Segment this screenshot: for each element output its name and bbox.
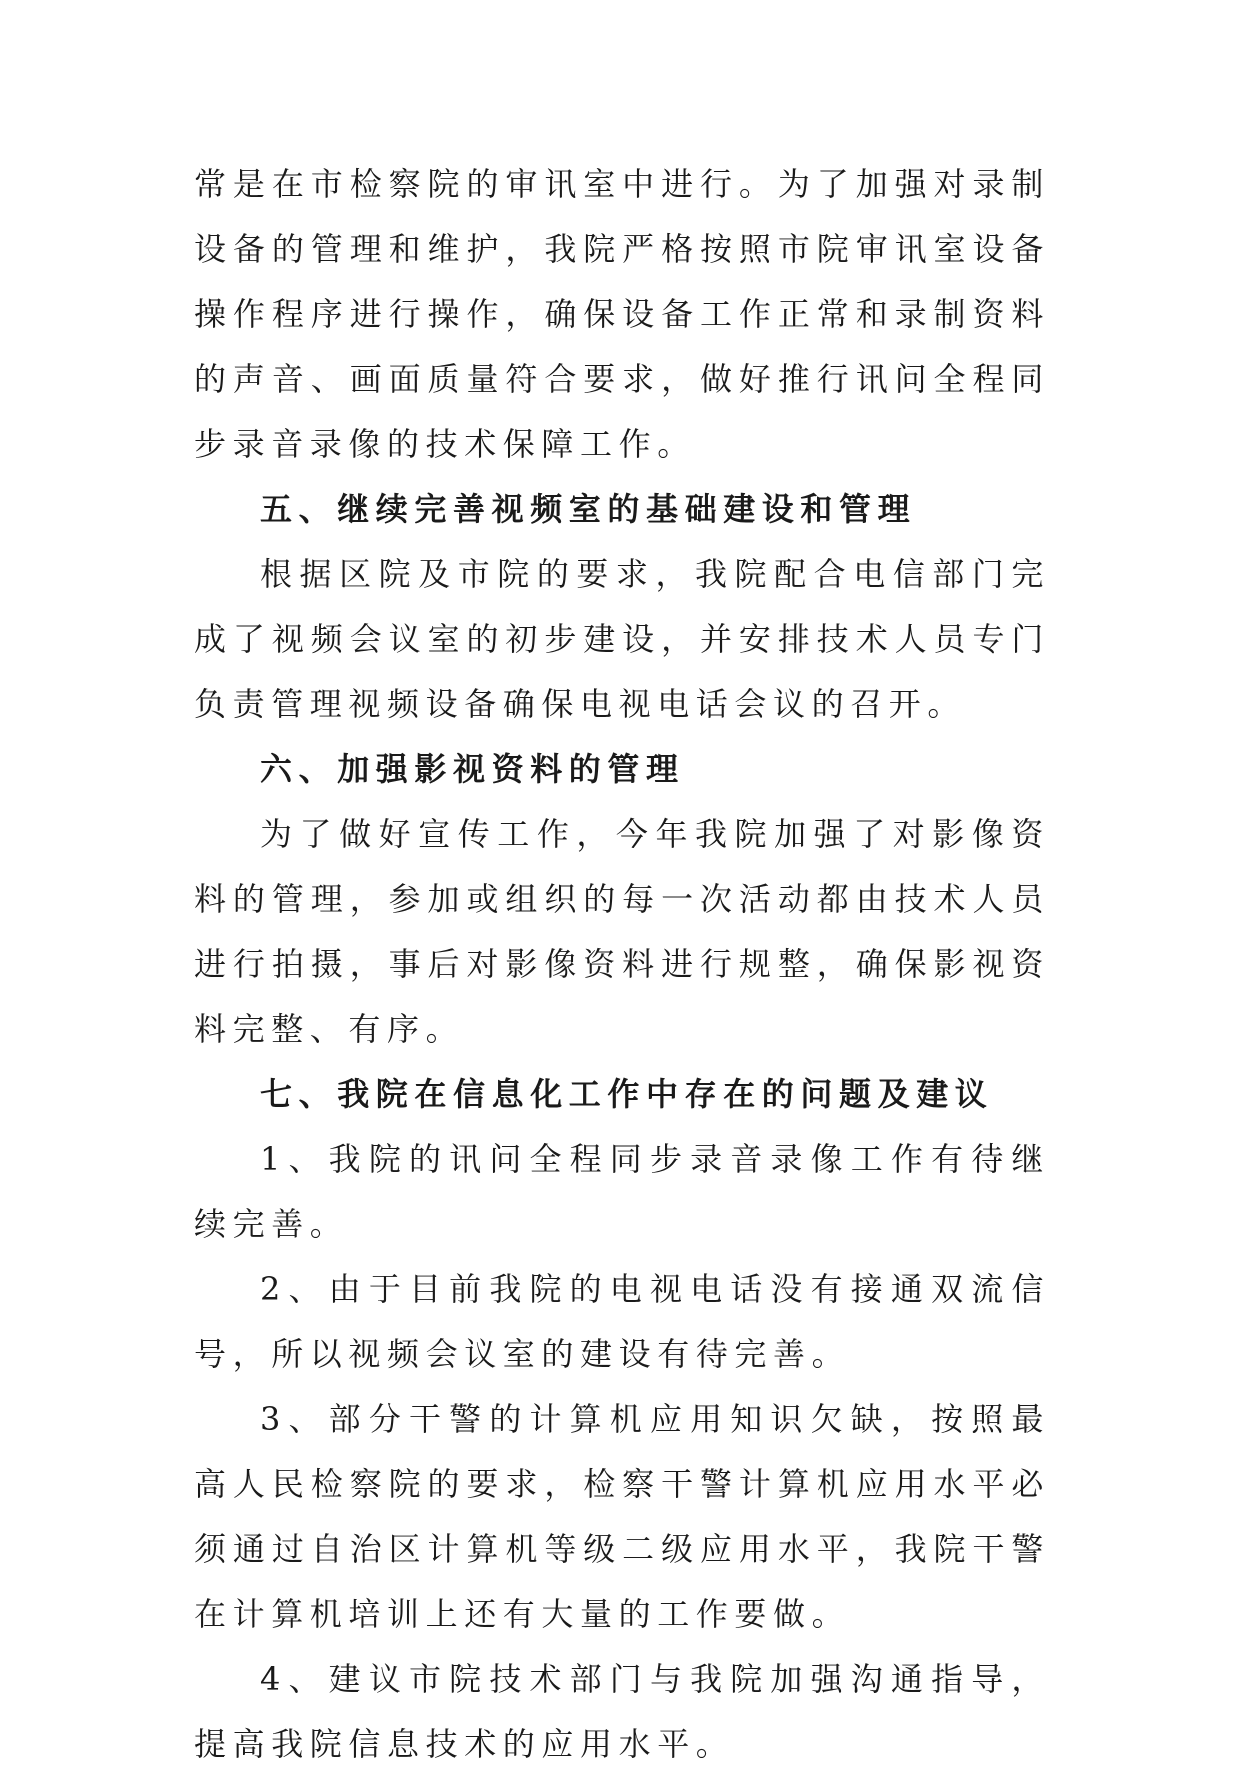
intro-paragraph: 常是在市检察院的审讯室中进行。为了加强对录制设备的管理和维护，我院严格按照市院审讯室设备操作程序进行操作，确保设备工作正常和录制资料的声音、画面质量符合要求，做好推行讯问全程同步录音录像的技术保障工作。 xyxy=(194,165,1050,463)
list-item-1: 1、我院的讯问全程同步录音录像工作有待继续完善。 xyxy=(194,1140,1050,1243)
list-item-3: 3、部分干警的计算机应用知识欠缺，按照最高人民检察院的要求，检察干警计算机应用水平必须通过自治区计算机等级二级应用水平，我院干警在计算机培训上还有大量的工作要做。 xyxy=(194,1400,1050,1633)
section-paragraph-6: 为了做好宣传工作，今年我院加强了对影像资料的管理，参加或组织的每一次活动都由技术人员进行拍摄，事后对影像资料进行规整，确保影视资料完整、有序。 xyxy=(194,815,1050,1048)
list-item-2: 2、由于目前我院的电视电话没有接通双流信号，所以视频会议室的建设有待完善。 xyxy=(194,1270,1050,1373)
list-item-4: 4、建议市院技术部门与我院加强沟通指导，提高我院信息技术的应用水平。 xyxy=(194,1660,1050,1763)
section-heading-7: 七、我院在信息化工作中存在的问题及建议 xyxy=(260,1075,994,1113)
document-body xyxy=(194,152,1050,1777)
section-heading-6: 六、加强影视资料的管理 xyxy=(260,750,685,788)
section-paragraph-5: 根据区院及市院的要求，我院配合电信部门完成了视频会议室的初步建设，并安排技术人员专门负责管理视频设备确保电视电话会议的召开。 xyxy=(194,555,1050,723)
section-heading-5: 五、继续完善视频室的基础建设和管理 xyxy=(260,490,917,528)
